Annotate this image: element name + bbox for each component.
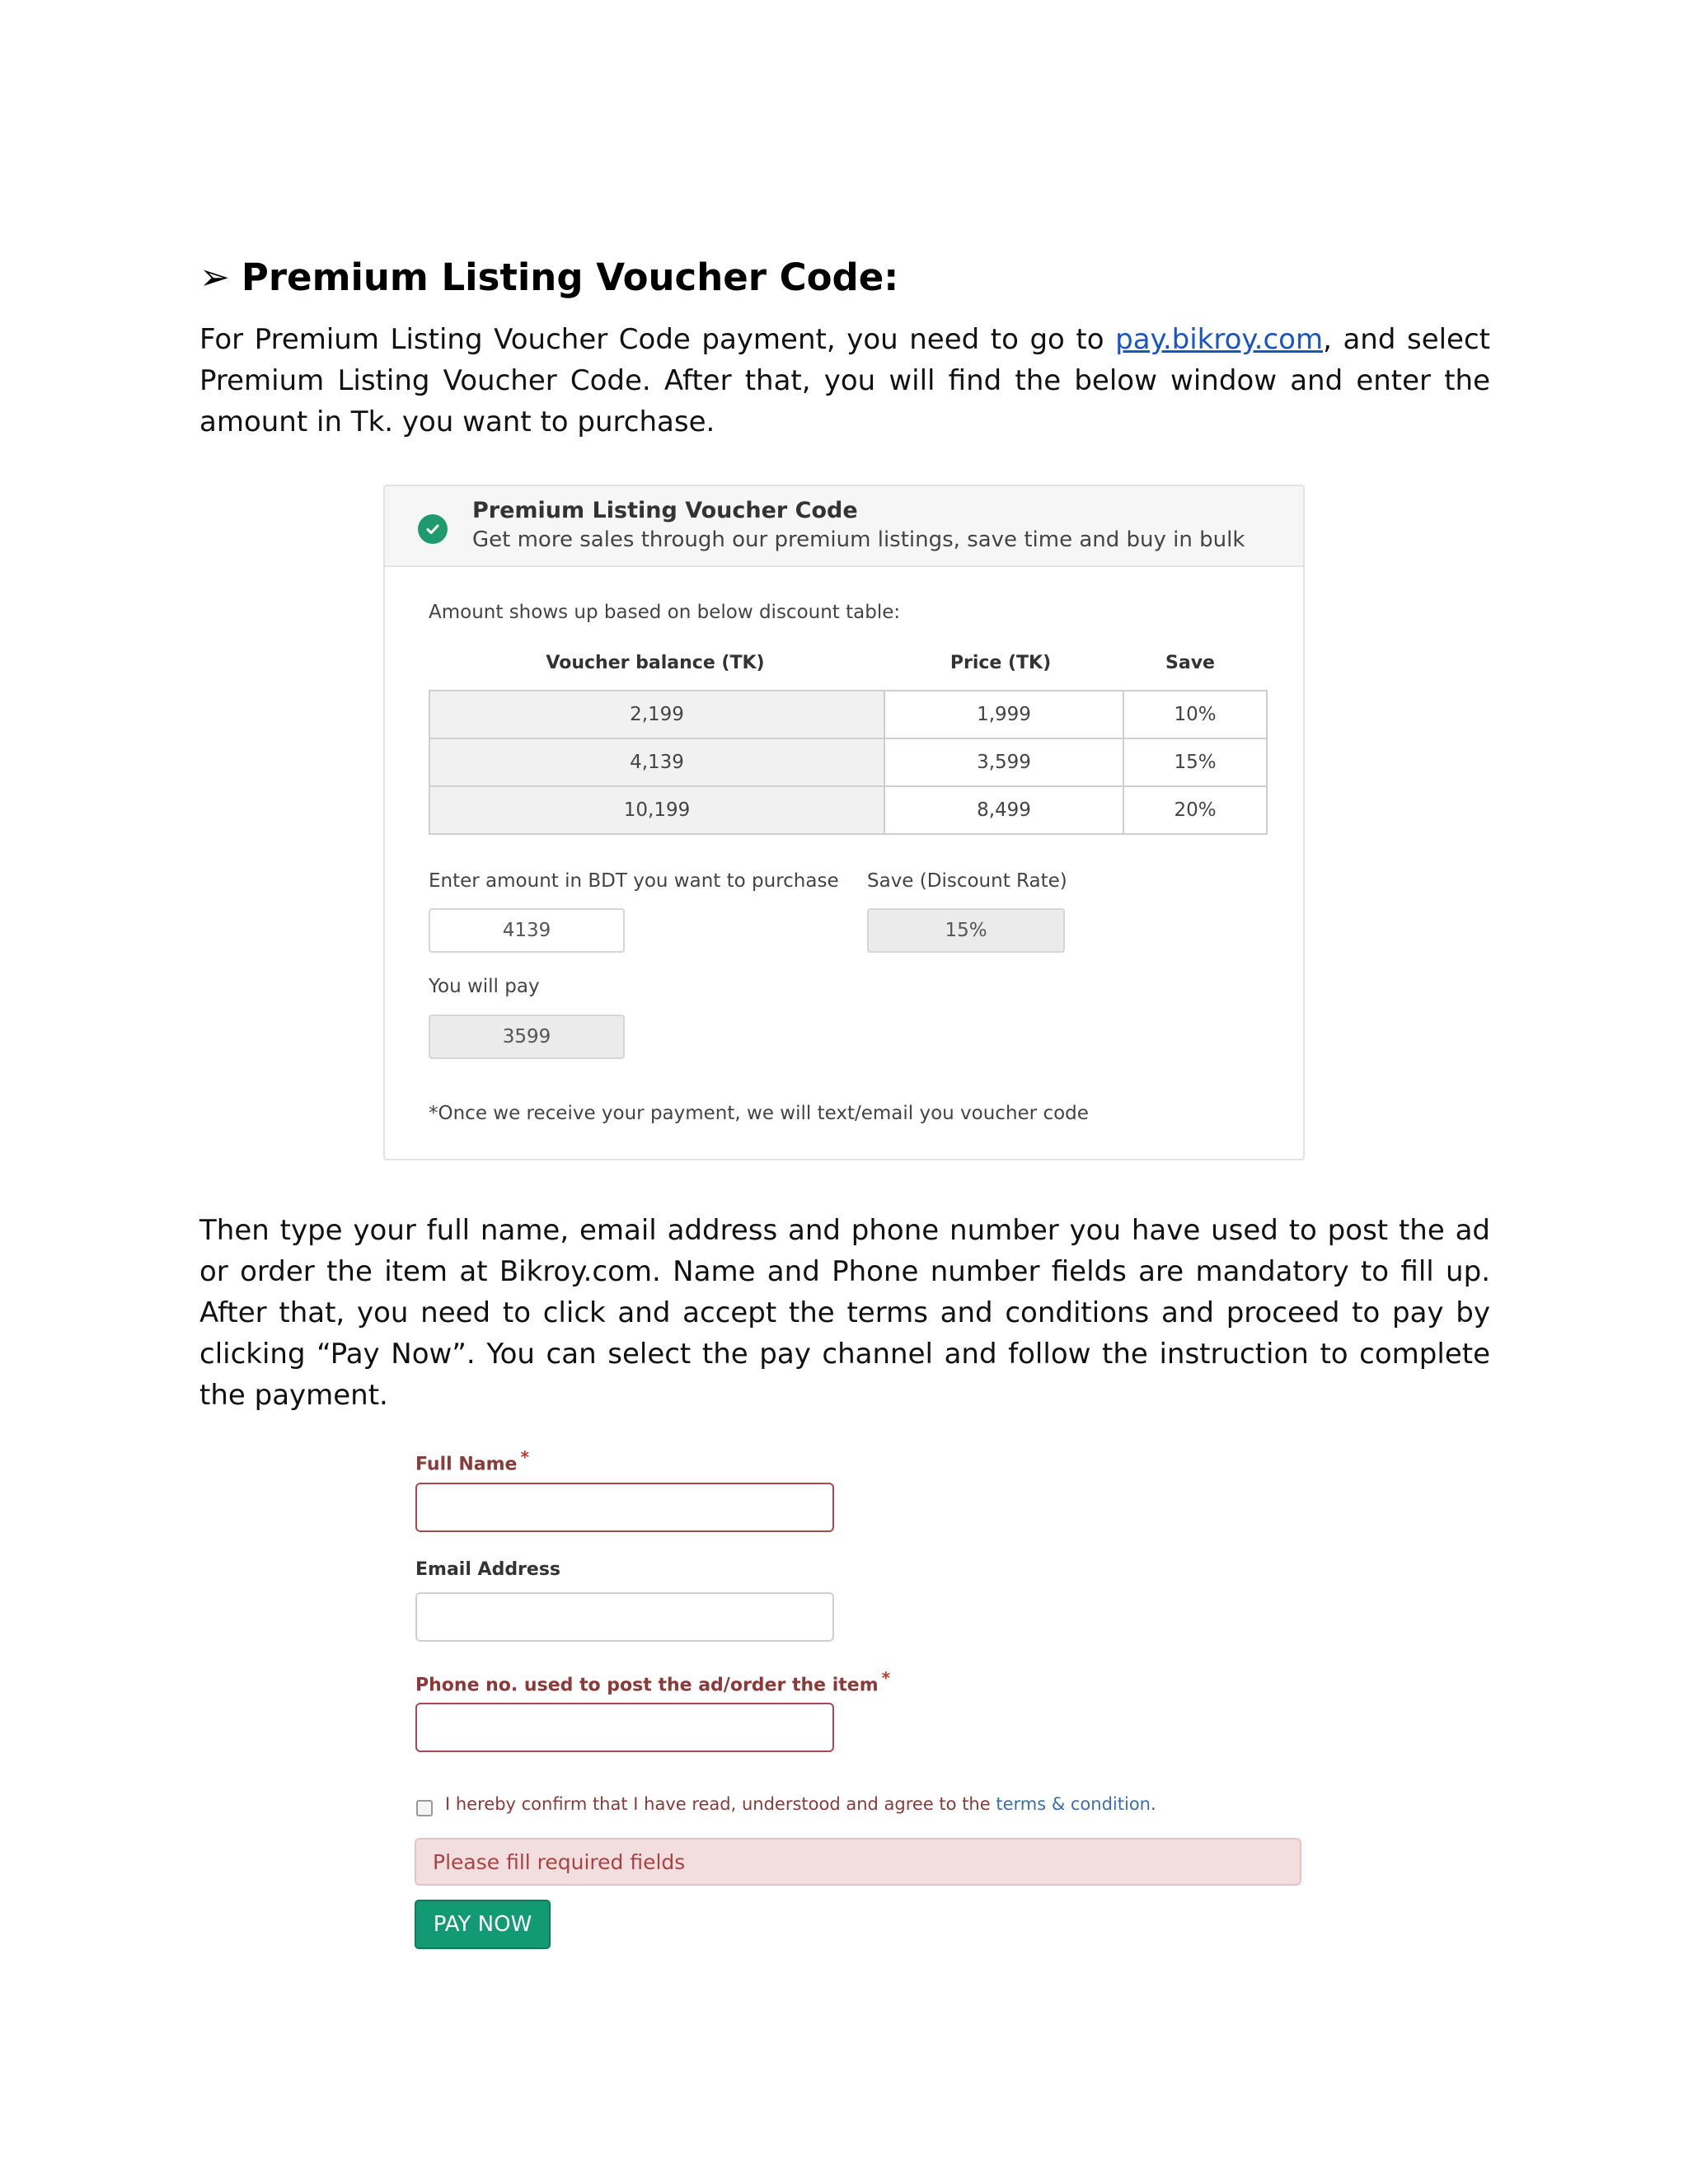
- table-cell: 8,499: [884, 786, 1123, 834]
- voucher-footnote: *Once we receive your payment, we will text/email you voucher code: [429, 1103, 1089, 1124]
- instructions-paragraph: Then type your full name, email address and phone number you have used to post the ad or order the item at Bikroy.com. Name and Phone number fields are mandatory to fill up. After that, you need to click and accept the terms and conditions and proceed to pay by clicking “Pay Now”. You can select the pay channel and follow the instruction to complete the payment.: [199, 1214, 1490, 1412]
- you-will-pay-label: You will pay: [429, 976, 540, 997]
- column-header-voucher-balance: Voucher balance (TK): [546, 653, 765, 673]
- amount-label: Enter amount in BDT you want to purchase: [429, 870, 839, 892]
- table-cell: 10,199: [429, 786, 884, 834]
- voucher-panel: [383, 485, 1305, 1160]
- section-title: Premium Listing Voucher Code:: [241, 255, 899, 299]
- voucher-panel-header: [385, 486, 1303, 567]
- intro-paragraph: [199, 319, 1490, 443]
- phone-input[interactable]: [415, 1703, 834, 1752]
- phone-label: Phone no. used to post the ad/order the item *: [415, 1668, 891, 1696]
- table-cell: 20%: [1123, 786, 1267, 834]
- pay-now-button[interactable]: PAY NOW: [415, 1900, 551, 1949]
- discount-table-note: Amount shows up based on below discount table:: [429, 602, 901, 623]
- voucher-panel-subtitle: Get more sales through our premium listings, save time and buy in bulk: [472, 527, 1245, 552]
- table-row: [429, 691, 1267, 738]
- pay-bikroy-link[interactable]: pay.bikroy.com: [1115, 323, 1324, 356]
- intro-text-after: , and select Premium Listing Voucher Code. After that, you will find the below window and enter the amount in Tk. you want to purchase.: [199, 323, 1490, 438]
- discount-rate-field: 15%: [867, 908, 1065, 953]
- table-cell: 10%: [1123, 691, 1267, 738]
- terms-link[interactable]: terms & condition: [996, 1794, 1151, 1814]
- email-input[interactable]: [415, 1592, 834, 1642]
- section-heading: [199, 251, 1502, 304]
- arrow-bullet-icon: ➢: [199, 256, 230, 298]
- voucher-panel-title: Premium Listing Voucher Code: [472, 498, 858, 523]
- table-cell: 3,599: [884, 738, 1123, 786]
- email-label: Email Address: [415, 1559, 561, 1580]
- column-header-save: Save: [1165, 653, 1215, 673]
- full-name-input[interactable]: [415, 1483, 834, 1532]
- table-cell: 2,199: [429, 691, 884, 738]
- table-cell: 15%: [1123, 738, 1267, 786]
- full-name-label: Full Name *: [415, 1447, 529, 1475]
- discount-table: [429, 690, 1268, 835]
- amount-input[interactable]: 4139: [429, 908, 625, 953]
- column-header-price: Price (TK): [950, 653, 1052, 673]
- required-mark: *: [520, 1447, 529, 1467]
- table-row: [429, 738, 1267, 786]
- you-will-pay-field: 3599: [429, 1015, 625, 1059]
- terms-checkbox[interactable]: [416, 1800, 433, 1816]
- table-row: [429, 786, 1267, 834]
- table-cell: 1,999: [884, 691, 1123, 738]
- terms-agreement-text: I hereby confirm that I have read, understood and agree to the terms & condition.: [445, 1794, 1156, 1814]
- table-cell: 4,139: [429, 738, 884, 786]
- required-fields-alert: Please fill required fields: [415, 1838, 1301, 1886]
- discount-rate-label: Save (Discount Rate): [867, 870, 1067, 892]
- intro-text-before: For Premium Listing Voucher Code payment, you need to go to: [199, 323, 1116, 356]
- required-mark: *: [881, 1668, 891, 1688]
- check-circle-icon: [418, 514, 448, 544]
